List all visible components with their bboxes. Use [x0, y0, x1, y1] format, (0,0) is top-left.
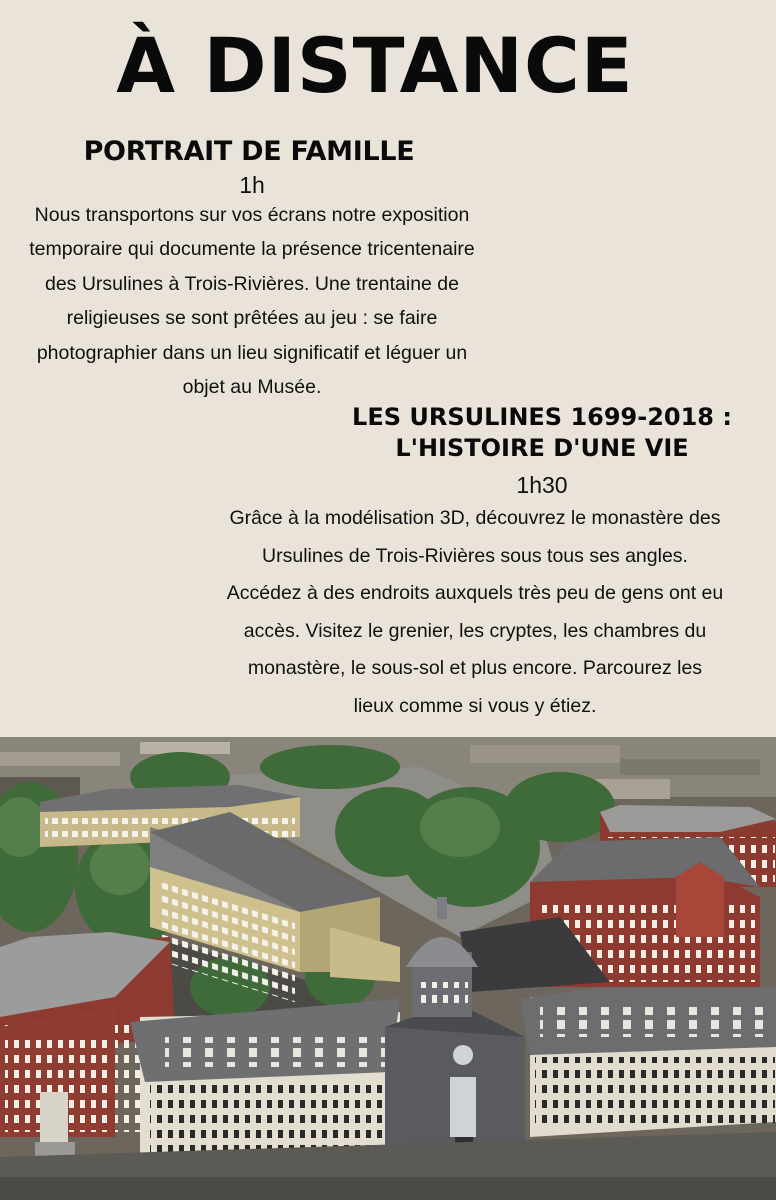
section1-line: des Ursulines à Trois-Rivières. Une trentaine de — [44, 272, 459, 295]
section2-line: Grâce à la modélisation 3D, découvrez le monastère des — [229, 507, 721, 529]
section2-line: accès. Visitez le grenier, les cryptes, les chambres du — [243, 619, 707, 642]
section2-title-line: LES URSULINES 1699-2018 : — [352, 403, 732, 431]
section1-line: photographier dans un lieu significatif et léguer un — [36, 341, 468, 364]
section2-line: Ursulines de Trois-Rivières sous tous ses angles. — [262, 544, 688, 567]
section1-description — [0, 198, 504, 404]
section1-line: religieuses se sont prêtées au jeu : se faire — [66, 307, 438, 330]
section2-description — [180, 500, 770, 726]
section2-title-line: L'HISTOIRE D'UNE VIE — [395, 434, 689, 462]
section2-line: monastère, le sous-sol et plus encore. Parcourez les — [247, 657, 703, 680]
section2-line: lieux comme si vous y étiez. — [353, 694, 597, 717]
section2-duration: 1h30 — [516, 472, 568, 498]
section1-duration: 1h — [239, 172, 265, 198]
section1-line: objet au Musée. — [182, 376, 322, 399]
poster-title: À DISTANCE — [116, 21, 634, 110]
section2-title — [332, 402, 752, 464]
monastery-3d-aerial-image — [0, 737, 776, 1200]
section1-title: PORTRAIT DE FAMILLE — [83, 136, 415, 167]
section1-line: Nous transportons sur vos écrans notre exposition — [34, 204, 470, 226]
section2-line: Accédez à des endroits auxquels très peu de gens ont eu — [226, 582, 724, 605]
section1-line: temporaire qui documente la présence tricentenaire — [29, 238, 475, 261]
